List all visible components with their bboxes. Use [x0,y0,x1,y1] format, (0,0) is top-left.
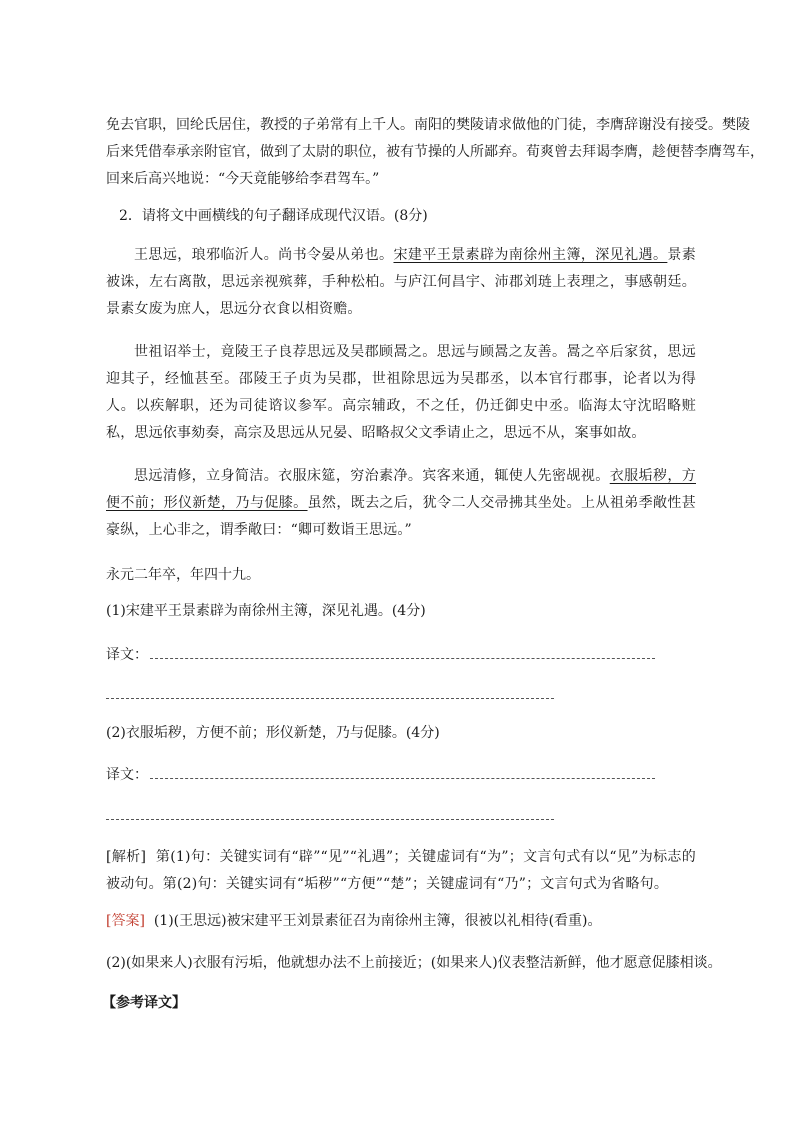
passage-p1-text-b: 景素被诛，左右离散，思远亲视殡葬，手种松柏。与庐江何昌宇、沛郡刘琏上表理之，事感朝廷。景素女废为庶人，思远分衣食以相资赡。 [106,247,696,317]
analysis-tag: [解析] [106,849,147,865]
passage-p1-text-a: 王思远，琅邪临沂人。尚书令晏从弟也。 [134,247,394,263]
reference-translation-title: 【参考译文】 [102,995,186,1011]
passage-paragraph-1 [106,242,696,323]
answer-line-2a[interactable] [150,778,655,779]
analysis-paragraph [106,844,696,898]
passage-paragraph-4: 永元二年卒，年四十九。 [106,567,260,583]
intro-line-1: 免去官职，回纶氏居住，教授的子弟常有上千人。南阳的樊陵请求做他的门徒，李膺辞谢没有接受。樊陵 [106,117,750,133]
answer-tag: [答案] [106,913,145,929]
answer-line-2b[interactable] [106,819,554,820]
passage-paragraph-2: 世祖诏举士，竟陵王子良荐思远及吴郡顾暠之。思远与顾暠之友善。暠之卒后家贫，思远迎其子，经恤甚至。邵陵王子贞为吴郡，世祖除思远为吴郡丞，以本官行郡事，论者以为得人。以疾解职，还为司徒谘议参军。高宗辅政，不之任，仍迁御史中丞。临海太守沈昭略赃私，思远依事劾奏，高宗及思远从兄晏、昭略叔父文季请止之，思远不从，案事如故。 [106,344,696,441]
intro-line-3: 回来后高兴地说：“今天竟能够给李君驾车。” [106,171,380,187]
passage-p3-text-a: 思远清修，立身简洁。衣服床筵，穷治素净。宾客来通，辄使人先密觇视。 [134,468,610,484]
passage-paragraph-3 [106,463,696,544]
answer-line [106,911,706,931]
answer-1: (1)(王思远)被宋建平王刘景素征召为南徐州主簿，很被以礼相待(看重)。 [153,913,602,929]
intro-line-2: 后来凭借奉承亲附宦官，做到了太尉的职位，被有节操的人所鄙弃。荀爽曾去拜谒李膺，趁便替李膺驾车， [106,144,764,160]
translation-label-2: 译文： [106,767,148,783]
question-2: 2．请将文中画横线的句子翻译成现代汉语。(8分) [119,208,428,224]
passage-p3-text-b: 虽然，既去之后，犹令二人交帚拂其坐处。上从祖弟季敞性甚豪纵，上心非之，谓季敞曰：“卿可数诣王思远。” [106,495,696,538]
answer-line-1a[interactable] [150,658,655,659]
analysis-text: 第(1)句：关键实词有“辟”“见”“礼遇”；关键虚词有“为”；文言句式有以“见”为标志的被动句。第(2)句：关键实词有“垢秽”“方便”“楚”；关键虚词有“乃”；文言句式为省略句。 [106,849,696,892]
underlined-sentence-2: 衣服垢秽，方便不前；形仪新楚，乃与促膝。 [106,468,696,511]
answer-line-1b[interactable] [106,698,554,699]
translation-label-1: 译文： [106,647,148,663]
answer-2: (2)(如果来人)衣服有污垢，他就想办法不上前接近；(如果来人)仪表整洁新鲜，他才愿意促膝相谈。 [106,955,722,971]
sub-question-2: (2)衣服垢秽，方便不前；形仪新楚，乃与促膝。(4分) [106,725,440,741]
underlined-sentence-1: 宋建平王景素辟为南徐州主簿，深见礼遇。 [393,247,668,263]
sub-question-1: (1)宋建平王景素辟为南徐州主簿，深见礼遇。(4分) [106,603,426,619]
